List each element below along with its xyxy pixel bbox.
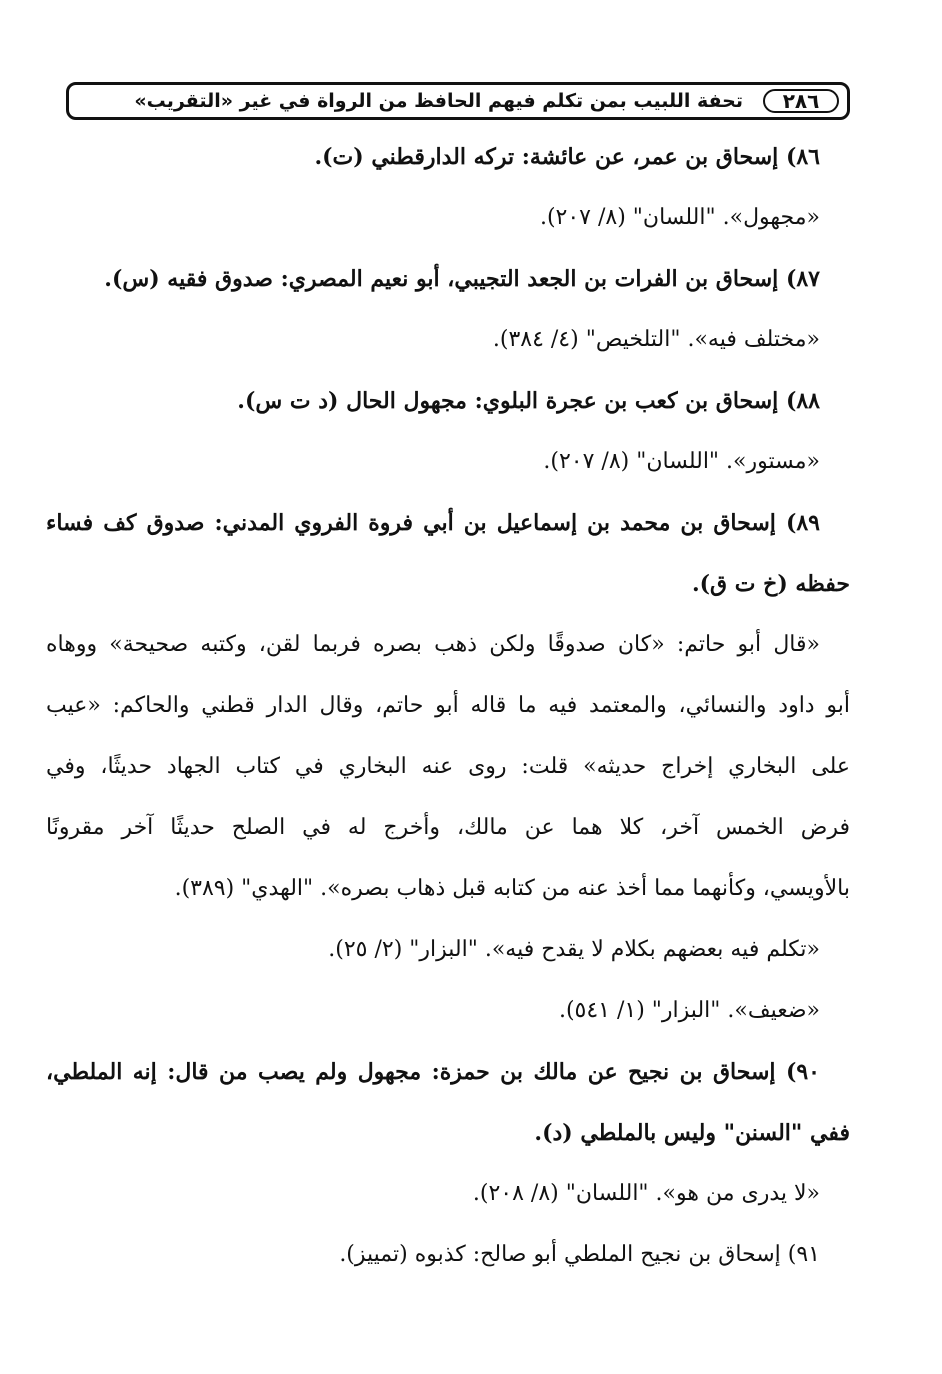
entry-89-ruling-line: بالأويسي، وكأنهما مما أخذ عنه من كتابه قبل ذهاب بصره». "الهدي" (٣٨٩).: [174, 876, 850, 901]
entry-89-ruling-line: «قال أبو حاتم: «كان صدوقًا ولكن ذهب بصره فربما لقن، وكتبه صحيحة» ووهاه: [46, 632, 820, 657]
running-title: تحفة اللبيب بمن تكلم فيهم الحافظ من الرواة في غير «التقريب»: [134, 90, 743, 112]
entry-89-ruling-bazzar: «ضعيف». "البزار" (١/ ٥٤١).: [558, 998, 820, 1023]
entry-89-ruling-line: على البخاري إخراج حديثه» قلت: روى عنه البخاري في كتاب الجهاد حديثًا، وفي: [46, 754, 850, 779]
entry-89-ruling-line: فرض الخمس آخر، كلا هما عن مالك، وأخرج له في الصلح حديثًا آخر مقرونًا: [46, 815, 850, 840]
entry-86-line: ٨٦) إسحاق بن عمر، عن عائشة: تركه الدارقطني (ت).: [314, 144, 820, 170]
entry-89-ruling-bazzar: «تكلم فيه بعضهم بكلام لا يقدح فيه». "البزار" (٢/ ٢٥).: [328, 937, 820, 962]
entry-90-ruling: «لا يدرى من هو». "اللسان" (٨/ ٢٠٨).: [472, 1181, 820, 1206]
entry-88-ruling: «مستور». "اللسان" (٨/ ٢٠٧).: [543, 449, 820, 474]
entry-90-line: ٩٠) إسحاق بن نجيح عن مالك بن حمزة: مجهول ولم يصب من قال: إنه الملطي،: [46, 1059, 820, 1085]
entry-91-line: ٩١) إسحاق بن نجيح الملطي أبو صالح: كذبوه (تمييز).: [339, 1242, 820, 1267]
entry-86-ruling: «مجهول». "اللسان" (٨/ ٢٠٧).: [539, 205, 820, 230]
page-header: [66, 82, 850, 120]
entry-87-ruling: «مختلف فيه». "التلخيص" (٤/ ٣٨٤).: [492, 327, 820, 352]
entry-88-line: ٨٨) إسحاق بن كعب بن عجرة البلوي: مجهول الحال (د ت س).: [237, 388, 820, 414]
entry-89-line-cont: حفظه (خ ت ق).: [691, 571, 850, 597]
page-number: ٢٨٦: [763, 89, 839, 113]
entry-87-line: ٨٧) إسحاق بن الفرات بن الجعد التجيبي، أبو نعيم المصري: صدوق فقيه (س).: [104, 266, 820, 292]
entry-89-ruling-line: أبو داود والنسائي، والمعتمد فيه ما قاله أبو حاتم، وقال الدار قطني والحاكم: «عيب: [46, 693, 850, 718]
entry-90-line-cont: ففي "السنن" وليس بالملطي (د).: [534, 1120, 850, 1146]
entry-89-line: ٨٩) إسحاق بن محمد بن إسماعيل بن أبي فروة الفروي المدني: صدوق كف فساء: [46, 510, 820, 536]
